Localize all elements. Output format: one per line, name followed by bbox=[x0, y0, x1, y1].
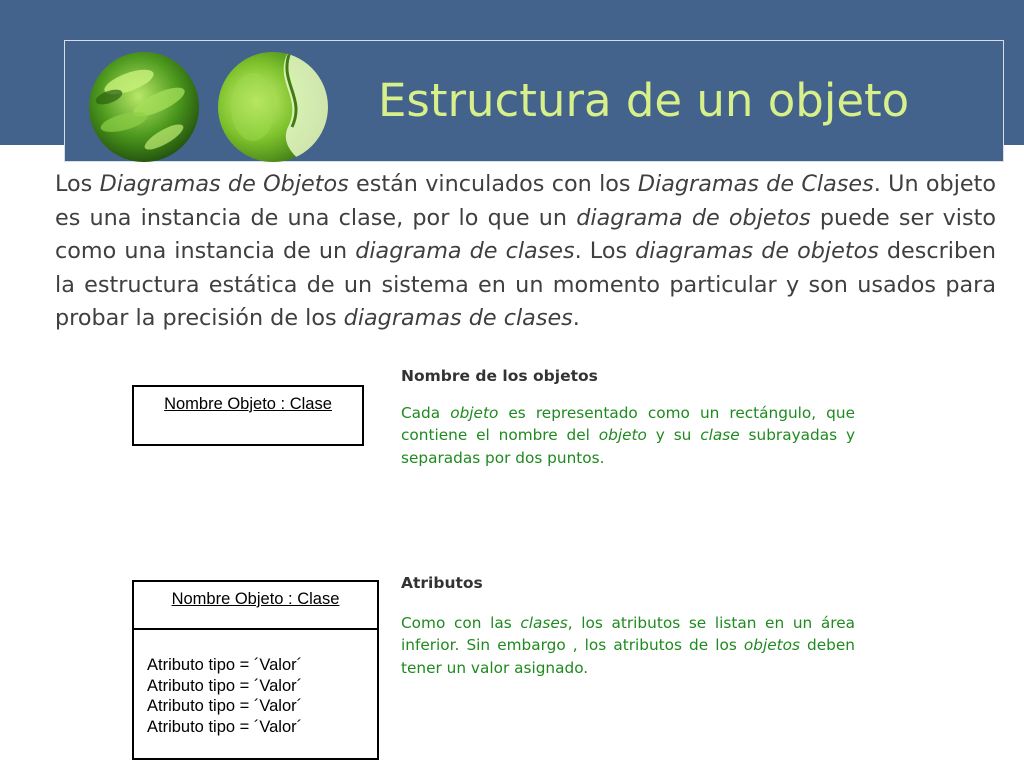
attribute-line: Atributo tipo = ´Valor´ bbox=[147, 656, 303, 674]
text-run: . Los bbox=[574, 238, 636, 264]
text-run: puede ser visto como una instancia de un bbox=[55, 204, 996, 264]
object-name-label: Nombre Objeto : Clase bbox=[164, 395, 332, 413]
text-run: subrayadas y separadas por dos puntos. bbox=[401, 426, 855, 467]
italic-term: objeto bbox=[598, 426, 647, 445]
italic-term: diagramas de clases bbox=[343, 305, 573, 331]
italic-term: diagrama de objetos bbox=[576, 204, 811, 231]
section-title-atributos: Atributos bbox=[401, 574, 483, 592]
text-run: y su bbox=[646, 426, 701, 445]
text-run: Los bbox=[55, 171, 100, 197]
text-run: deben tener un valor asignado. bbox=[401, 636, 855, 677]
italic-term: diagrama de clases bbox=[355, 238, 575, 264]
italic-term: Diagramas de Objetos bbox=[99, 171, 349, 197]
italic-term: Diagramas de Clases bbox=[637, 171, 874, 197]
slide-title: Estructura de un objeto bbox=[378, 74, 910, 127]
section-body-atributos bbox=[401, 612, 855, 679]
text-run: . bbox=[572, 305, 580, 331]
text-run: . Un objeto es una instancia de una clase, por lo que un bbox=[55, 171, 996, 231]
text-run: es representado como un rectángulo, que contiene el nombre del bbox=[401, 404, 855, 445]
text-run: Cada bbox=[401, 404, 451, 422]
italic-term: objetos bbox=[743, 636, 800, 655]
text-run: Como con las bbox=[401, 614, 521, 632]
italic-term: clase bbox=[700, 426, 740, 445]
italic-term: diagramas de objetos bbox=[635, 238, 879, 264]
attributes-compartment bbox=[147, 655, 302, 737]
italic-term: clases bbox=[520, 614, 568, 632]
section-title-nombre: Nombre de los objetos bbox=[401, 367, 598, 385]
text-run: , los atributos se listan en un área inferior. Sin embargo , los atributos de los bbox=[401, 614, 855, 655]
text-run: están vinculados con los bbox=[348, 171, 638, 197]
uml-object-box bbox=[132, 385, 364, 446]
object-name-label: Nombre Objeto : Clase bbox=[171, 590, 340, 608]
section-body-nombre bbox=[401, 402, 855, 469]
attribute-line: Atributo tipo = ´Valor´ bbox=[147, 697, 303, 715]
intro-paragraph bbox=[55, 168, 996, 336]
leaf-photo-circle bbox=[218, 52, 328, 162]
italic-term: objeto bbox=[450, 404, 499, 422]
object-name-compartment bbox=[134, 582, 377, 630]
uml-object-with-attributes-box bbox=[132, 580, 379, 760]
leaf-photo-circle bbox=[89, 52, 199, 162]
attribute-line: Atributo tipo = ´Valor´ bbox=[147, 676, 303, 695]
attribute-line: Atributo tipo = ´Valor´ bbox=[147, 717, 303, 736]
text-run: describen la estructura estática de un sistema en un momento particular y son usados para probar la precisión de los bbox=[55, 238, 996, 331]
